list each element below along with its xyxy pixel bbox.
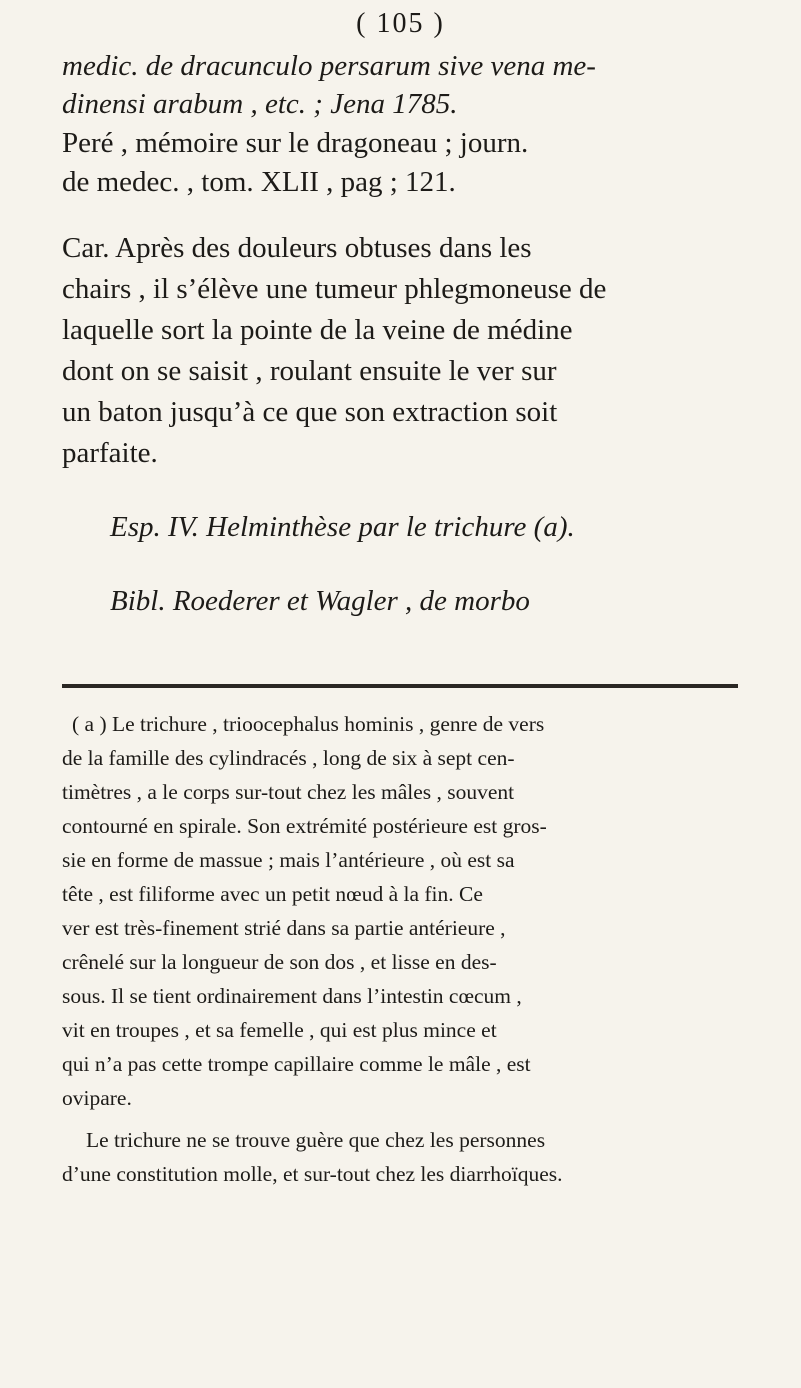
text-line: dinensi arabum , etc. ; Jena 1785.: [62, 88, 458, 120]
footnote-line: sie en forme de massue ; mais l’antérieure , où est sa: [62, 848, 515, 872]
footnote-line: sous. Il se tient ordinairement dans l’intestin cœcum ,: [62, 984, 522, 1008]
footnote-line: crênelé sur la longueur de son dos , et lisse en des-: [62, 950, 497, 974]
page-number: ( 105 ): [356, 8, 445, 39]
text-line: Car. Après des douleurs obtuses dans les: [62, 232, 532, 264]
footnote-line: d’une constitution molle, et sur-tout chez les diarrhoïques.: [62, 1162, 563, 1186]
text-line: Peré , mémoire sur le dragoneau ; journ.: [62, 127, 529, 159]
text-line: dont on se saisit , roulant ensuite le ver sur: [62, 355, 557, 387]
text-line: laquelle sort la pointe de la veine de médine: [62, 314, 573, 346]
footnote-line: ver est très-finement strié dans sa partie antérieure ,: [62, 916, 506, 940]
bibliography-line: Bibl. Roederer et Wagler , de morbo: [110, 585, 530, 617]
text-line: medic. de dracunculo persarum sive vena me-: [62, 50, 596, 82]
footnote-separator: [62, 684, 738, 688]
footnote-line: ovipare.: [62, 1086, 132, 1110]
footnote-line: contourné en spirale. Son extrémité postérieure est gros-: [62, 814, 547, 838]
footnote-line: tête , est filiforme avec un petit nœud à la fin. Ce: [62, 882, 483, 906]
footnote-line: qui n’a pas cette trompe capillaire comme le mâle , est: [62, 1052, 531, 1076]
text-line: un baton jusqu’à ce que son extraction soit: [62, 396, 558, 428]
text-line: parfaite.: [62, 437, 158, 469]
footnote-line: vit en troupes , et sa femelle , qui est plus mince et: [62, 1018, 497, 1042]
footnote-line: Le trichure ne se trouve guère que chez les personnes: [86, 1128, 546, 1152]
text-line: de medec. , tom. XLII , pag ; 121.: [62, 166, 456, 198]
section-heading: Esp. IV. Helminthèse par le trichure (a).: [110, 511, 575, 543]
text-line: chairs , il s’élève une tumeur phlegmoneuse de: [62, 273, 607, 305]
footnote-line: timètres , a le corps sur-tout chez les mâles , souvent: [62, 780, 515, 804]
footnote-line: ( a ) Le trichure , trioocephalus hominis , genre de vers: [72, 712, 545, 736]
footnote-line: de la famille des cylindracés , long de six à sept cen-: [62, 746, 515, 770]
